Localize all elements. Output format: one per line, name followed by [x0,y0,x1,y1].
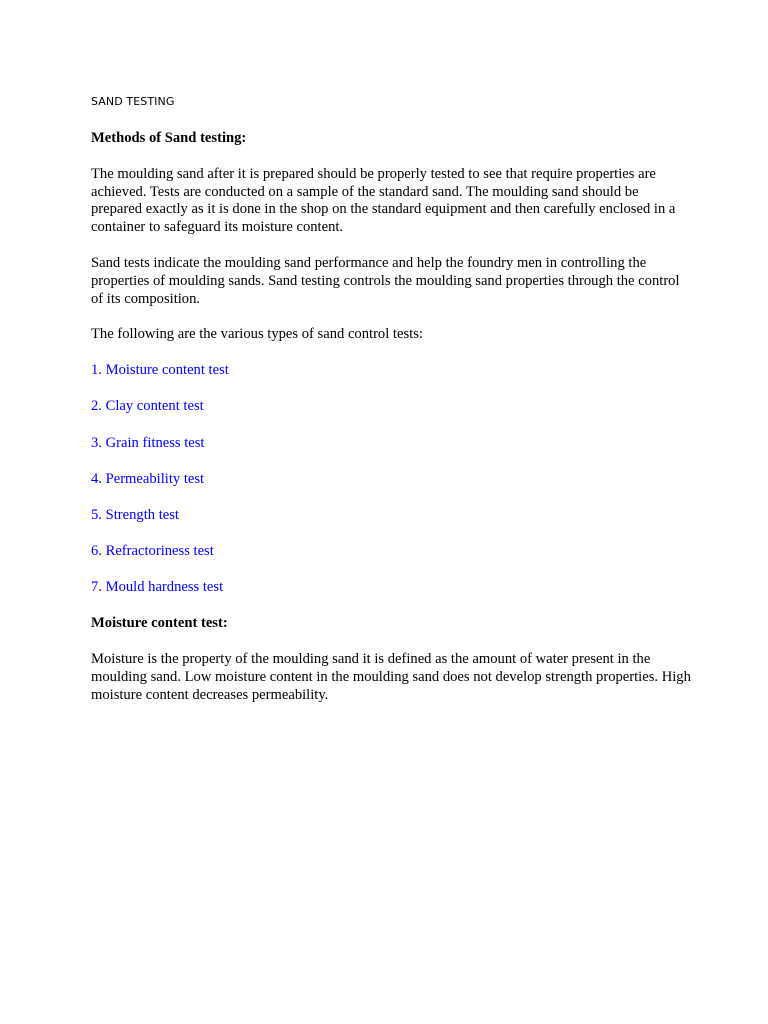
intro-paragraph-1: The moulding sand after it is prepared should be properly tested to see that require properties are achieved. Tests are conducted on a sample of the standard sand. The moulding sand should be prepared exactly as it is done in the shop on the standard equipment and then carefully enclosed in a container to safeguard its moisture content. [91,165,676,236]
test-list-item-moisture[interactable]: 1. Moisture content test [91,362,229,379]
document-header-title: SAND TESTING [91,95,175,108]
list-intro: The following are the various types of sand control tests: [91,326,423,343]
test-list-item-hardness[interactable]: 7. Mould hardness test [91,579,224,596]
test-list-item-refractoriness[interactable]: 6. Refractoriness test [91,543,214,560]
test-list-item-clay[interactable]: 2. Clay content test [91,398,204,415]
test-list-item-permeability[interactable]: 4. Permeability test [91,470,205,487]
moisture-paragraph: Moisture is the property of the moulding sand it is defined as the amount of water present in the moulding sand. Low moisture content in the moulding sand does not develop strength properties. High moisture content decreases permeability. [91,651,691,703]
methods-heading: Methods of Sand testing: [91,130,247,146]
intro-paragraph-2: Sand tests indicate the moulding sand performance and help the foundry men in controlling the properties of moulding sands. Sand testing controls the moulding sand properties through the control of its composition. [91,254,680,307]
test-list-item-grain[interactable]: 3. Grain fitness test [91,434,205,451]
document-body [91,130,691,723]
test-list-item-strength[interactable]: 5. Strength test [91,506,179,523]
moisture-heading: Moisture content test: [91,615,228,632]
